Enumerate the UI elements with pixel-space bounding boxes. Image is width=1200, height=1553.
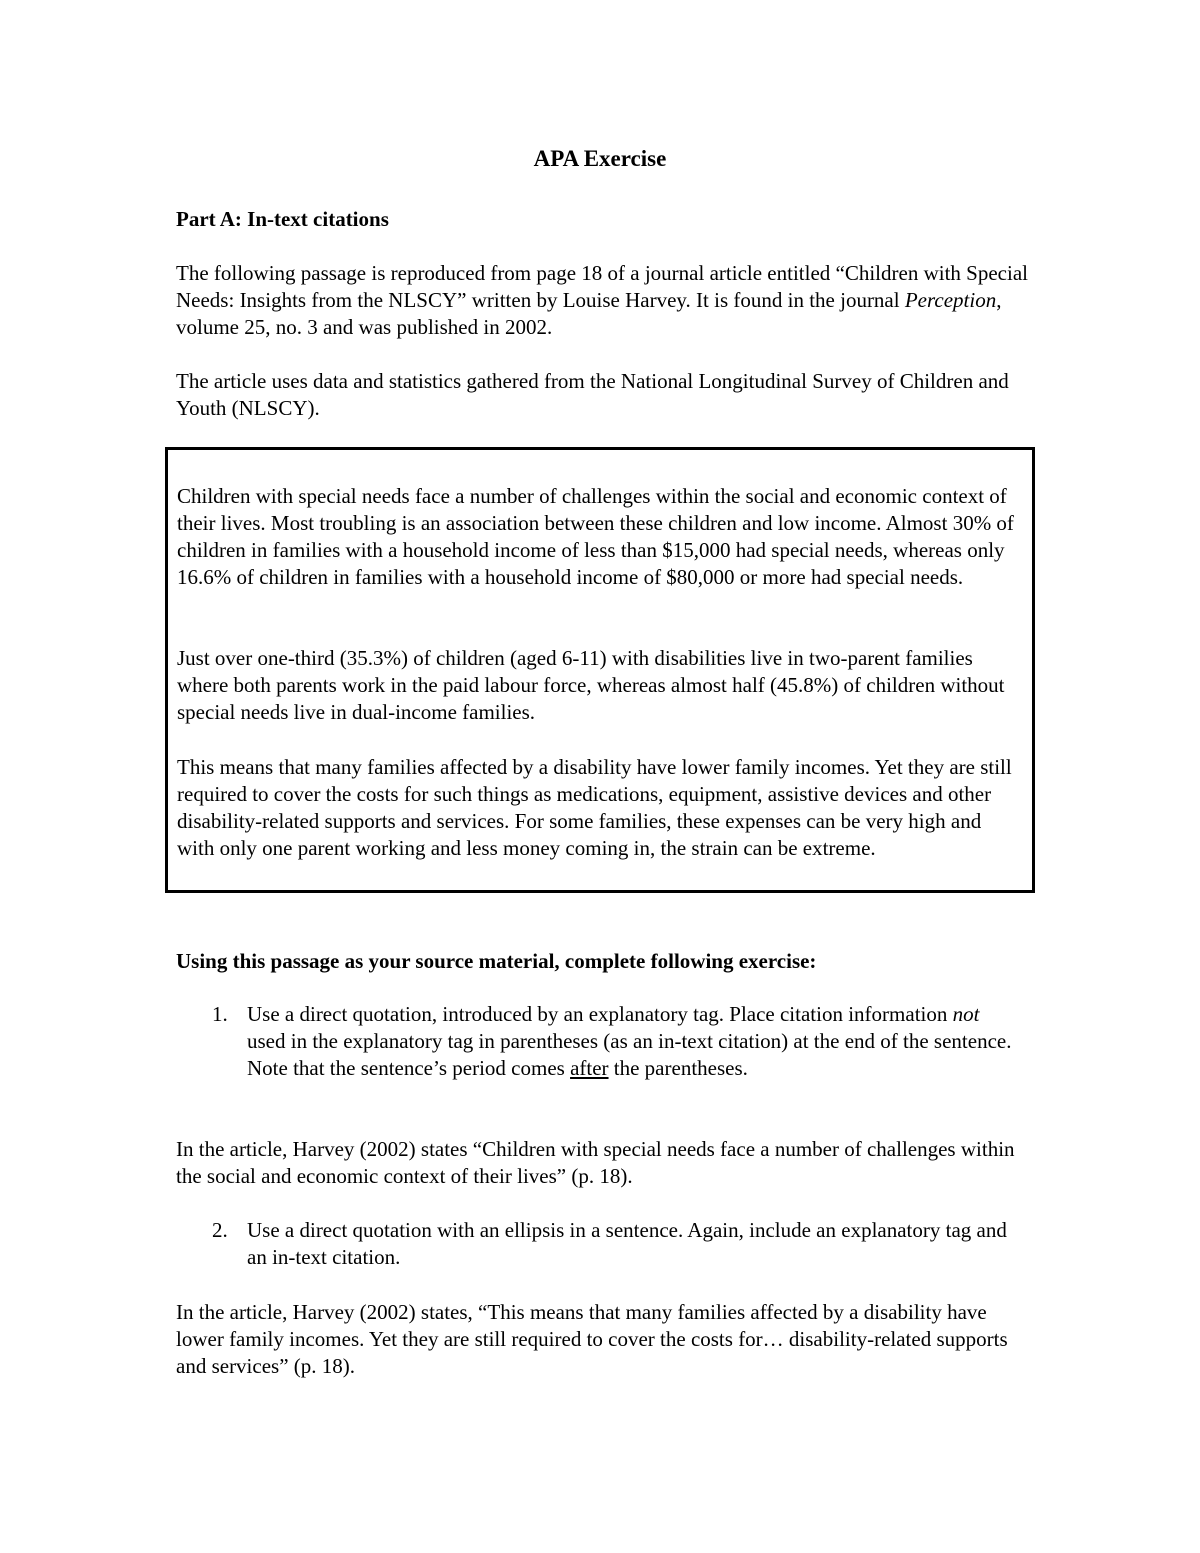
- answer-1: In the article, Harvey (2002) states “Children with special needs face a number of challenges within the social and economic context of their lives” (p. 18).: [176, 1137, 1015, 1188]
- exercise-instruction: Using this passage as your source material, complete following exercise:: [176, 949, 817, 973]
- task-underline: after: [570, 1056, 609, 1080]
- part-a-heading: Part A: In-text citations: [176, 207, 389, 231]
- passage-paragraph-3: This means that many families affected by a disability have lower family incomes. Yet they are still required to cover the costs for such things as medications, equipment, assistive devices and other disability-related supports and services. For some families, these expenses can be very high and with only one parent working and less money coming in, the strain can be extreme.: [177, 755, 1012, 860]
- task-item-1: [212, 1001, 1032, 1111]
- task-number: 2.: [212, 1218, 228, 1242]
- task-item-2: [212, 1217, 1032, 1273]
- journal-name: Perception: [904, 288, 997, 312]
- page-title: APA Exercise: [533, 146, 667, 171]
- answer-2: In the article, Harvey (2002) states, “This means that many families affected by a disability have lower family incomes. Yet they are still required to cover the costs for… disability-related supports and services” (p. 18).: [176, 1300, 1008, 1378]
- intro-paragraph-1: [176, 260, 1036, 341]
- passage-paragraph-2: Just over one-third (35.3%) of children (aged 6-11) with disabilities live in two-parent families where both parents work in the paid labour force, whereas almost half (45.8%) of children without special needs live in dual-income families.: [177, 646, 1005, 724]
- task-text-part: the parentheses.: [608, 1056, 748, 1080]
- intro-text-start: The following passage is reproduced from page 18 of a journal article entitled “Children with Special Needs: Insights from the NLSCY” written by Louise Harvey. It is found in the journal: [176, 261, 1028, 312]
- task-text-part: used in the explanatory tag in parentheses (as an in-text citation) at the end of the sentence. Note that the sentence’s period comes: [247, 1029, 1012, 1080]
- task-text: Use a direct quotation with an ellipsis in a sentence. Again, include an explanatory tag and an in-text citation.: [247, 1218, 1007, 1269]
- task-number: 1.: [212, 1002, 228, 1026]
- task-text-part: Use a direct quotation, introduced by an explanatory tag. Place citation information: [247, 1002, 953, 1026]
- intro-paragraph-2: The article uses data and statistics gathered from the National Longitudinal Survey of Children and Youth (NLSCY).: [176, 369, 1009, 420]
- source-passage-box: [165, 447, 1035, 893]
- passage-paragraph-1: Children with special needs face a number of challenges within the social and economic context of their lives. Most troubling is an association between these children and low income. Almost 30% of children in families with a household income of less than $15,000 had special needs, whereas only 16.6% of children in families with a household income of $80,000 or more had special needs.: [177, 484, 1014, 589]
- intro-text-end: , volume 25, no. 3 and was published in 2002.: [176, 288, 1002, 339]
- task-emphasis: not: [952, 1002, 980, 1026]
- task-text: [247, 1001, 1017, 1082]
